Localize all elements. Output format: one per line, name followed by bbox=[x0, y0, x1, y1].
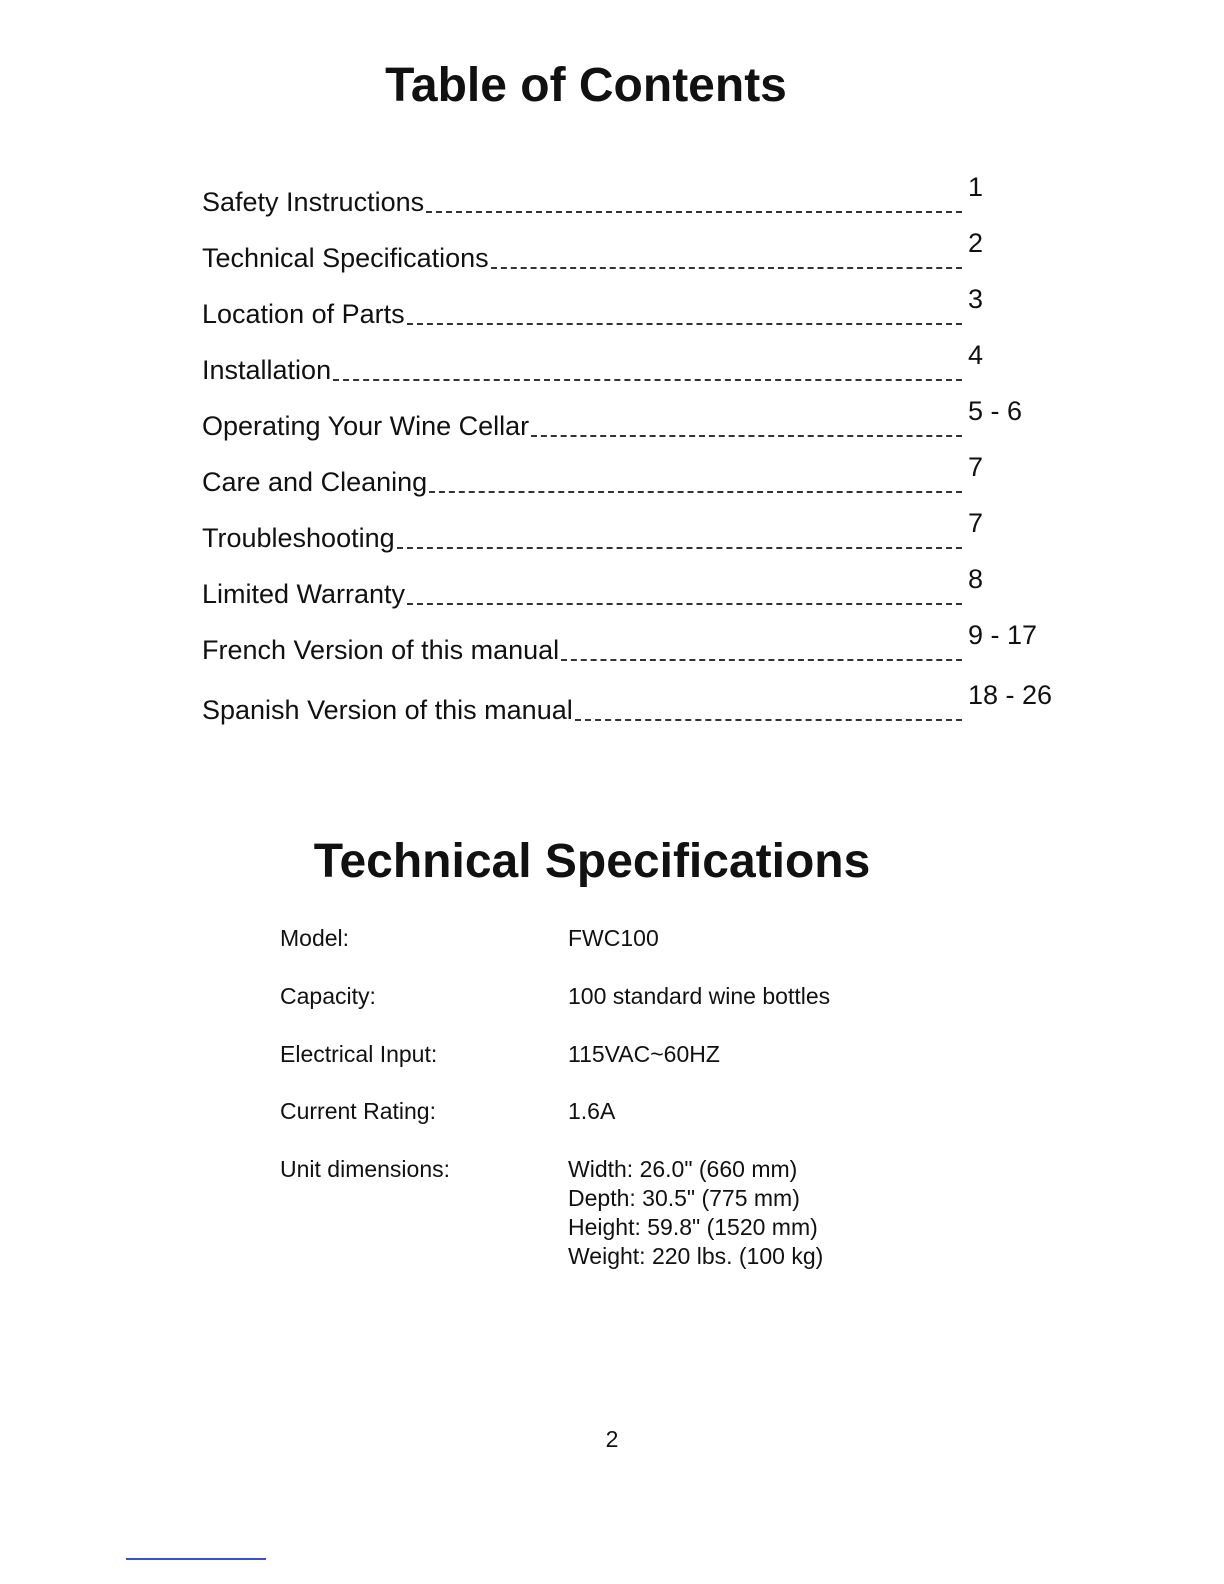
specs-title: Technical Specifications bbox=[313, 835, 871, 888]
toc-entry-page: 9 - 17 bbox=[968, 620, 1038, 650]
toc-entry-label: French Version of this manual bbox=[202, 635, 560, 665]
toc-entry-page: 7 bbox=[968, 452, 984, 482]
spec-value bbox=[568, 1155, 823, 1271]
spec-row-capacity bbox=[280, 982, 830, 1011]
toc-leader-dots bbox=[531, 435, 962, 437]
spec-value bbox=[568, 924, 659, 953]
spec-row-model bbox=[280, 924, 659, 953]
toc-entry-french-version[interactable] bbox=[202, 620, 1038, 665]
toc-entry-location-of-parts[interactable] bbox=[202, 284, 984, 329]
spec-row-unit-dimensions bbox=[280, 1155, 823, 1271]
toc-entry-label: Spanish Version of this manual bbox=[202, 695, 573, 725]
toc-entry-page: 8 bbox=[968, 564, 984, 594]
toc-entry-label: Operating Your Wine Cellar bbox=[202, 411, 530, 441]
toc-entry-label: Location of Parts bbox=[202, 299, 405, 329]
toc-entry-spanish-version[interactable] bbox=[202, 680, 1053, 725]
toc-entry-page: 7 bbox=[968, 508, 984, 538]
toc-leader-dots bbox=[397, 547, 962, 549]
toc-leader-dots bbox=[407, 603, 962, 605]
toc-entry-page: 2 bbox=[968, 228, 984, 258]
spec-value-line: Width: 26.0" (660 mm) bbox=[568, 1156, 798, 1182]
spec-value-line: 100 standard wine bottles bbox=[568, 983, 831, 1009]
toc-entry-label: Limited Warranty bbox=[202, 579, 406, 609]
toc-title: Table of Contents bbox=[385, 59, 787, 112]
toc-leader-dots bbox=[491, 267, 962, 269]
toc-entry-operating-wine-cellar[interactable] bbox=[202, 396, 1023, 441]
toc-entry-technical-specifications[interactable] bbox=[202, 228, 984, 273]
toc-entry-label: Safety Instructions bbox=[202, 187, 425, 217]
toc-entry-label: Troubleshooting bbox=[202, 523, 395, 553]
toc-entry-troubleshooting[interactable] bbox=[202, 508, 984, 553]
spec-label: Capacity: bbox=[280, 983, 376, 1009]
toc-leader-dots bbox=[561, 659, 962, 661]
spec-label: Electrical Input: bbox=[280, 1041, 438, 1067]
spec-value bbox=[568, 1040, 720, 1069]
spec-value bbox=[568, 982, 830, 1011]
toc-leader-dots bbox=[407, 323, 962, 325]
spec-value-line: 115VAC~60HZ bbox=[568, 1041, 720, 1067]
toc-entry-page: 18 - 26 bbox=[968, 680, 1053, 710]
spec-value bbox=[568, 1097, 615, 1126]
spec-row-electrical-input bbox=[280, 1040, 720, 1069]
spec-value-line: Weight: 220 lbs. (100 kg) bbox=[568, 1243, 824, 1269]
toc-entry-installation[interactable] bbox=[202, 340, 984, 385]
spec-label: Model: bbox=[280, 925, 350, 951]
toc-leader-dots bbox=[333, 379, 962, 381]
spec-value-line: FWC100 bbox=[568, 925, 659, 951]
toc-leader-dots bbox=[575, 719, 962, 721]
toc-leader-dots bbox=[426, 211, 962, 213]
toc-entry-care-and-cleaning[interactable] bbox=[202, 452, 984, 497]
spec-value-line: Depth: 30.5" (775 mm) bbox=[568, 1185, 800, 1211]
toc-entry-page: 5 - 6 bbox=[968, 396, 1023, 426]
spec-row-current-rating bbox=[280, 1097, 615, 1126]
spec-label: Current Rating: bbox=[280, 1098, 436, 1124]
spec-value-line: 1.6A bbox=[568, 1098, 616, 1124]
toc-entry-page: 1 bbox=[968, 172, 984, 202]
toc-entry-label: Care and Cleaning bbox=[202, 467, 428, 497]
toc-entry-label: Installation bbox=[202, 355, 332, 385]
toc-entry-page: 4 bbox=[968, 340, 984, 370]
spec-label: Unit dimensions: bbox=[280, 1156, 451, 1182]
toc-leader-dots bbox=[429, 491, 962, 493]
footer-rule bbox=[126, 1558, 266, 1560]
toc-entry-safety-instructions[interactable] bbox=[202, 172, 984, 217]
toc-entry-label: Technical Specifications bbox=[202, 243, 489, 273]
page-number: 2 bbox=[605, 1426, 619, 1452]
toc-entry-limited-warranty[interactable] bbox=[202, 564, 984, 609]
toc-entry-page: 3 bbox=[968, 284, 984, 314]
spec-value-line: Height: 59.8" (1520 mm) bbox=[568, 1214, 818, 1240]
